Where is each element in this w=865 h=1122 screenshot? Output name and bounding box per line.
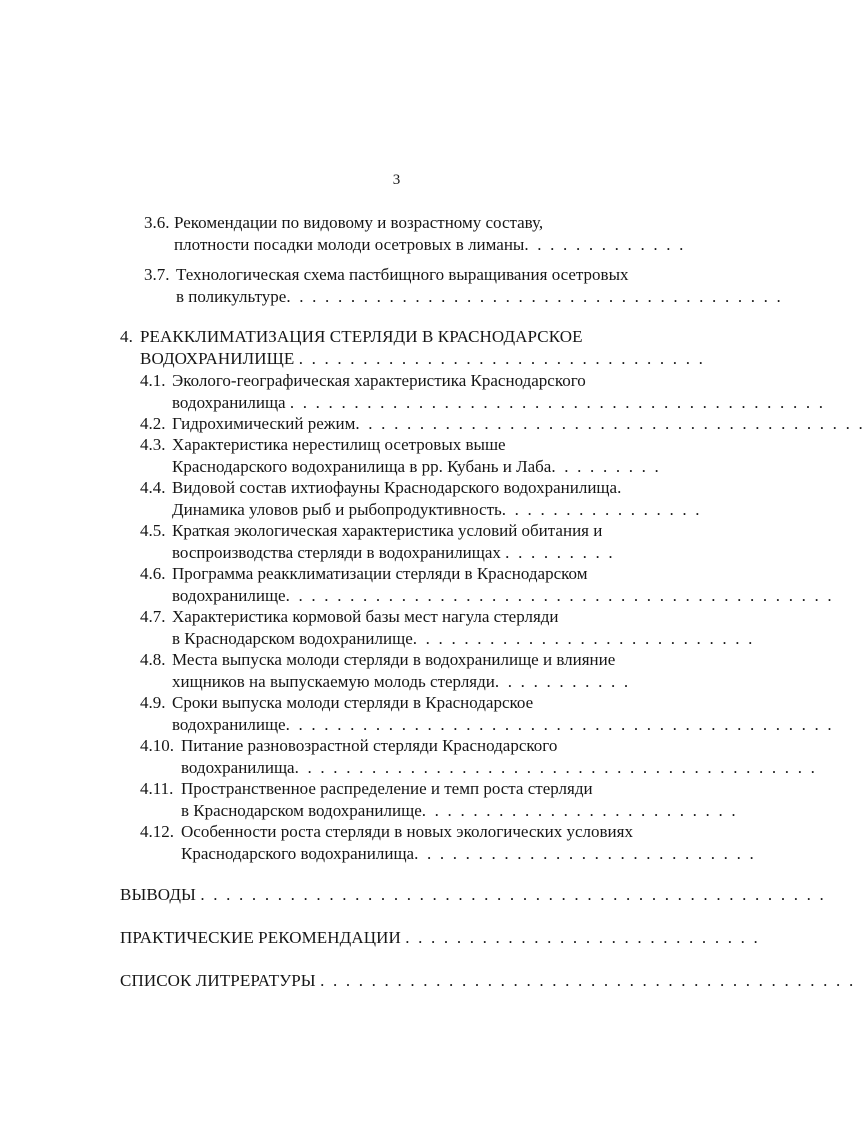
leader-dots: . . . . . . . . . . . . . . . . . . . . . . . . . . . .	[405, 928, 760, 947]
leader-dots: . . . . . . . . . . . . . . . . . . . . . . . . . . .	[414, 844, 756, 863]
entry-title-line1: Рекомендации по видовому и возрастному составу,	[174, 213, 544, 232]
entry-title-line1: Сроки выпуска молоди стерляди в Краснодарское	[172, 693, 534, 712]
entry-title-text: хищников на выпускаемую молодь стерляди	[172, 672, 495, 691]
leader-dots: . . . . . . . . . . . . . . . . . . . . . . . . . . . . . . . . . . . . . . . .	[355, 414, 865, 433]
leader-dots: . . . . . . . . . . . . . . . . . . . . . . . . . . . . . . . . . . . . . . . . . . . . . . . . .	[200, 885, 826, 904]
leader-dots: . . . . . . . . . . . . . . . . . . . . . . . . . . . . . . . . . . . . . . . . .	[294, 758, 818, 777]
entry-number: 4.	[120, 327, 133, 346]
section-title-text: ВЫВОДЫ	[120, 885, 196, 904]
entry-title-text: плотности посадки молоди осетровых в лиманы	[174, 235, 525, 254]
entry-number: 4.5.	[140, 521, 166, 540]
entry-title-line2	[181, 757, 817, 778]
entry-title-text: Динамика уловов рыб и рыбопродуктивность	[172, 500, 502, 519]
entry-title-text: водохранилища	[172, 393, 286, 412]
entry-title-line1: Эколого-географическая характеристика Краснодарского	[172, 371, 586, 390]
entry-title-line2	[172, 456, 661, 477]
entry-title-text: водохранилища	[181, 758, 295, 777]
entry-number: 4.2.	[140, 414, 166, 433]
section-title-text: ПРАКТИЧЕСКИЕ РЕКОМЕНДАЦИИ	[120, 928, 401, 947]
entry-title-line2	[172, 585, 834, 606]
entry-number: 4.9.	[140, 693, 166, 712]
entry-title-line1: Характеристика кормовой базы мест нагула стерляди	[172, 607, 559, 626]
entry-number: 3.7.	[144, 265, 170, 284]
leader-dots: . . . . . . . . .	[505, 543, 615, 562]
entry-number: 4.4.	[140, 478, 166, 497]
entry-title-line2	[172, 671, 630, 692]
entry-number: 4.3.	[140, 435, 166, 454]
entry-title-line2	[176, 286, 783, 307]
entry-title-line2	[172, 714, 834, 735]
section-title	[120, 970, 855, 991]
leader-dots: . . . . . . . . . . . . . . . .	[501, 500, 702, 519]
leader-dots: . . . . . . . . . . . . . . . . . . . . . . . . . . .	[412, 629, 755, 648]
entry-title-text: Краснодарского водохранилища в рр. Кубань и Лаба	[172, 457, 552, 476]
entry-title-line1: Места выпуска молоди стерляди в водохранилище и влияние	[172, 650, 616, 669]
leader-dots: . . . . . . . . . . . . . . . . . . . . . . . . . . . . . . . . . . . . . . .	[286, 287, 783, 306]
entry-title-line1: Пространственное распределение и темп роста стерляди	[181, 779, 593, 798]
page-number: 3	[392, 172, 401, 188]
entry-title-line1	[172, 413, 865, 434]
entry-title-line1: РЕАККЛИМАТИЗАЦИЯ СТЕРЛЯДИ В КРАСНОДАРСКОЕ	[140, 327, 583, 346]
entry-title-text: в поликультуре	[176, 287, 287, 306]
entry-number: 3.6.	[144, 213, 170, 232]
entry-number: 4.8.	[140, 650, 166, 669]
entry-title-line2	[172, 542, 615, 563]
leader-dots: . . . . . . . . . . . . . . . . . . . . . . . . . . . . . . . . . . . . . . . . . .	[289, 393, 826, 412]
entry-title-line1: Технологическая схема пастбищного выращивания осетровых	[176, 265, 629, 284]
entry-number: 4.7.	[140, 607, 166, 626]
leader-dots: . . . . . . . . . . . . . . . . . . . . . . . . . . . . . . . .	[298, 349, 706, 368]
entry-title-line1: Характеристика нерестилищ осетровых выше	[172, 435, 506, 454]
section-title-text: СПИСОК ЛИТРЕРАТУРЫ	[120, 971, 316, 990]
entry-title-text: в Краснодарском водохранилище	[181, 801, 422, 820]
entry-title-text: водохранилище	[172, 715, 286, 734]
leader-dots: . . . . . . . . . . . . . . . . . . . . . . . . . . . . . . . . . . . . . . . . . . .	[285, 715, 834, 734]
entry-title-line1: Видовой состав ихтиофауны Краснодарского водохранилища.	[172, 478, 622, 497]
leader-dots: . . . . . . . . . . . . . . . . . . . . . . . . . . . . . . . . . . . . . . . . . . .	[285, 586, 834, 605]
entry-title-text: воспроизводства стерляди в водохранилищах	[172, 543, 501, 562]
entry-title-line2	[140, 348, 705, 369]
section-title	[120, 884, 826, 905]
leader-dots: . . . . . . . . . . . . . . . . . . . . . . . . . . . . . . . . . . . . . . . . . .	[320, 971, 856, 990]
entry-title-line2	[172, 499, 702, 520]
entry-number: 4.1.	[140, 371, 166, 390]
entry-title-line1: Питание разновозрастной стерляди Краснодарского	[181, 736, 558, 755]
entry-title-line2	[181, 800, 738, 821]
leader-dots: . . . . . . . . . . . . .	[524, 235, 686, 254]
entry-number: 4.11.	[140, 779, 174, 798]
leader-dots: . . . . . . . . . . .	[494, 672, 631, 691]
entry-title-text: в Краснодарском водохранилище	[172, 629, 413, 648]
entry-number: 4.12.	[140, 822, 174, 841]
section-title	[120, 927, 760, 948]
leader-dots: . . . . . . . . . . . . . . . . . . . . . . . . .	[421, 801, 738, 820]
entry-title-line1: Программа реакклиматизации стерляди в Краснодарском	[172, 564, 588, 583]
entry-title-line1: Особенности роста стерляди в новых экологических условиях	[181, 822, 633, 841]
entry-title-text: водохранилище	[172, 586, 286, 605]
entry-number: 4.6.	[140, 564, 166, 583]
entry-title-text: Краснодарского водохранилища	[181, 844, 415, 863]
entry-title-text: ВОДОХРАНИЛИЩЕ	[140, 349, 295, 368]
entry-title-line2	[181, 843, 756, 864]
entry-title-line1: Краткая экологическая характеристика условий обитания и	[172, 521, 603, 540]
entry-title-line2	[172, 392, 825, 413]
entry-number: 4.10.	[140, 736, 174, 755]
entry-title-line2	[172, 628, 755, 649]
entry-title-line2	[174, 234, 686, 255]
leader-dots: . . . . . . . . .	[551, 457, 662, 476]
entry-title-text: Гидрохимический режим	[172, 414, 356, 433]
